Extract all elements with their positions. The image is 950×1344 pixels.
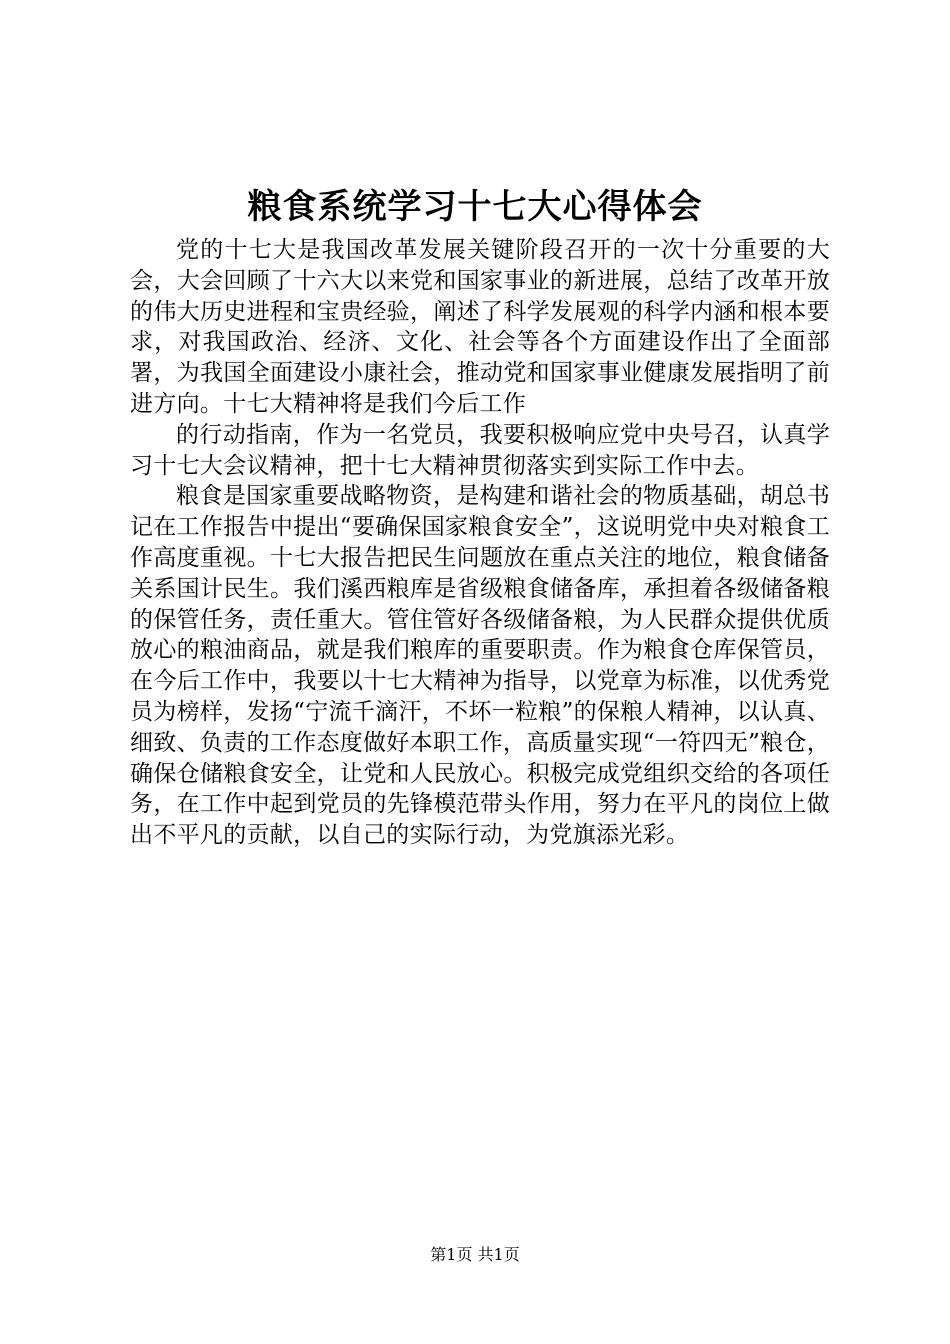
paragraph-2: 的行动指南，作为一名党员，我要积极响应党中央号召，认真学习十七大会议精神，把十七大精神贯彻落实到实际工作中去。 <box>130 421 830 479</box>
paragraph-3: 粮食是国家重要战略物资，是构建和谐社会的物质基础，胡总书记在工作报告中提出“要确保国家粮食安全”，这说明党中央对粮食工作高度重视。十七大报告把民生问题放在重点关注的地位，粮食储备关系国计民生。我们溪西粮库是省级粮食储备库，承担着各级储备粮的保管任务，责任重大。管住管好各级储备粮，为人民群众提供优质放心的粮油商品，就是我们粮库的重要职责。作为粮食仓库保管员，在今后工作中，我要以十七大精神为指导，以党章为标准，以优秀党员为榜样，发扬“宁流千滴汗，不坏一粒粮”的保粮人精神，以认真、细致、负责的工作态度做好本职工作，高质量实现“一符四无”粮仓，确保仓储粮食安全，让党和人民放心。积极完成党组织交给的各项任务，在工作中起到党员的先锋模范带头作用，努力在平凡的岗位上做出不平凡的贡献，以自己的实际行动，为党旗添光彩。 <box>130 483 830 849</box>
page-footer: 第1页 共1页 <box>430 1245 520 1264</box>
page-title: 粮食系统学习十七大心得体会 <box>247 187 703 227</box>
paragraph-1: 党的十七大是我国改革发展关键阶段召开的一次十分重要的大会，大会回顾了十六大以来党和国家事业的新进展，总结了改革开放的伟大历史进程和宝贵经验，阐述了科学发展观的科学内涵和根本要求，对我国政治、经济、文化、社会等各个方面建设作出了全面部署，为我国全面建设小康社会，推动党和国家事业健康发展指明了前进方向。十七大精神将是我们今后工作 <box>130 237 830 417</box>
document-body <box>130 235 830 851</box>
